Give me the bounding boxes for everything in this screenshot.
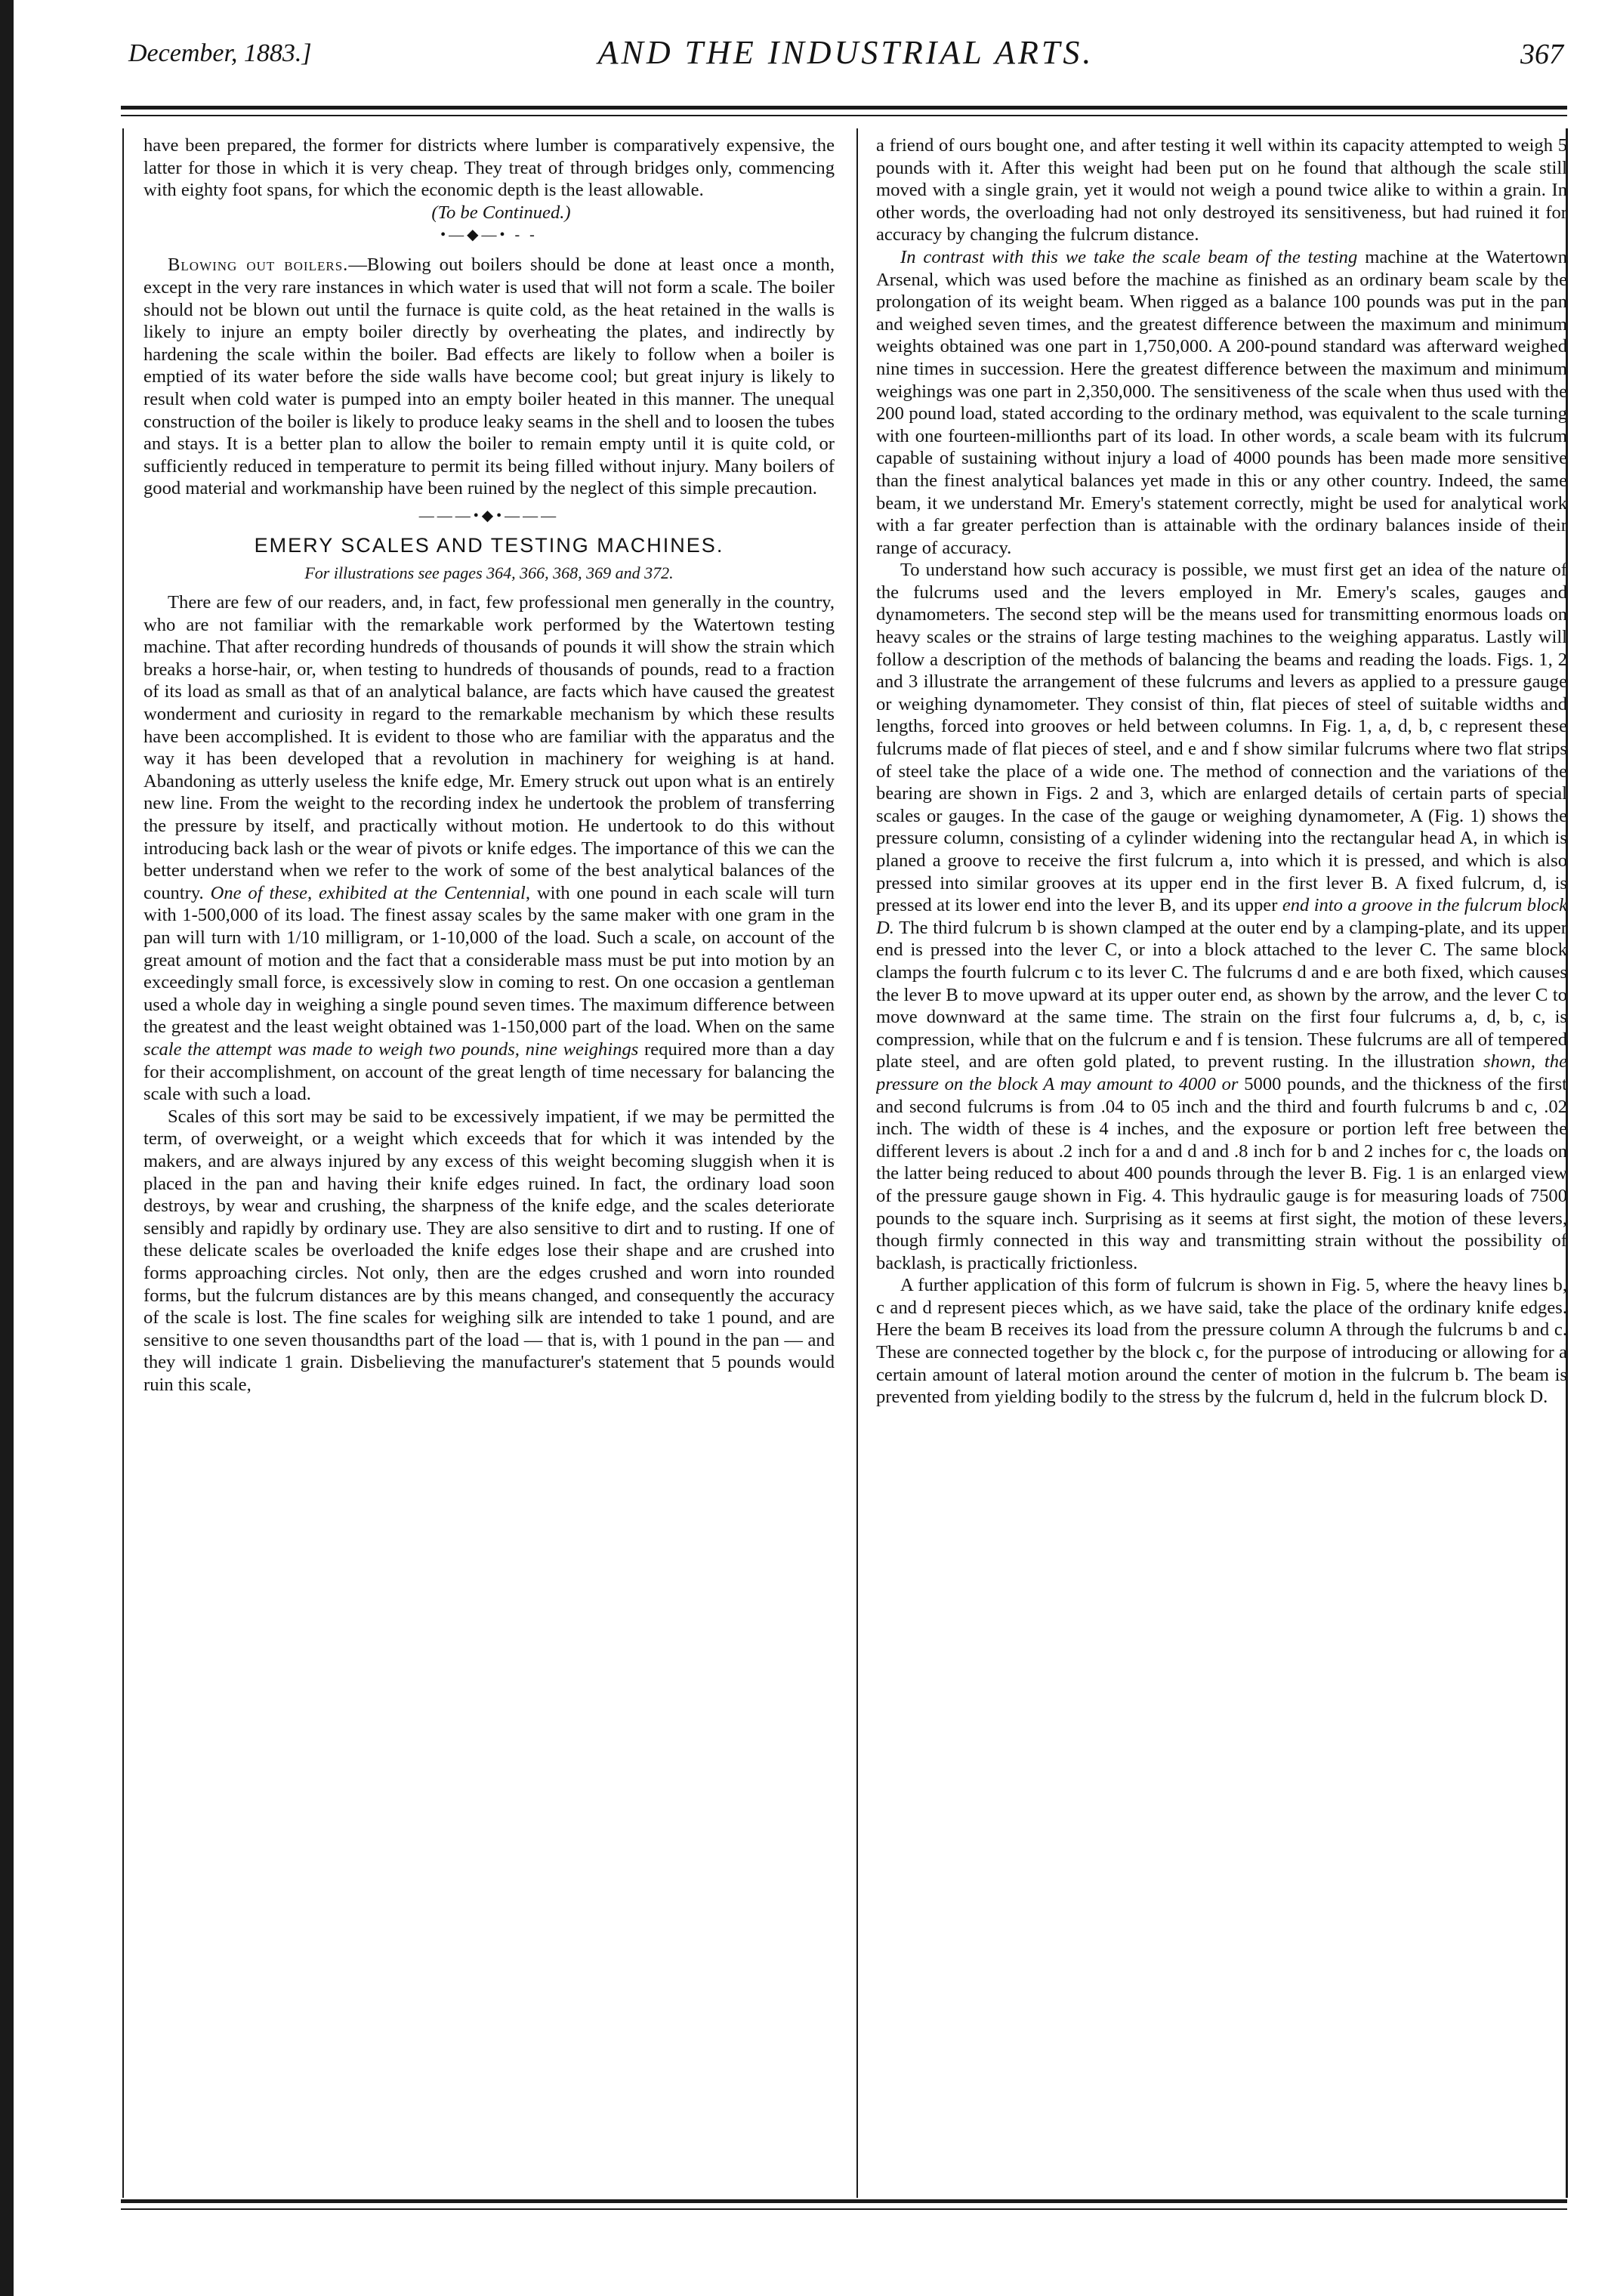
- top-rule-thin: [121, 115, 1567, 116]
- to-be-continued: (To be Continued.): [431, 202, 571, 223]
- page-number: 367: [1520, 39, 1563, 70]
- article-heading: EMERY SCALES AND TESTING MACHINES.: [254, 533, 724, 557]
- right-p3-italic: end into a groove in the fulcrum block D.: [876, 895, 1567, 938]
- right-p3-italic-2: shown, the pressure on the block A may amount to 4000 or: [876, 1051, 1567, 1094]
- left-column: [144, 134, 835, 2189]
- right-p3-text-a: To understand how such accuracy is possible, we must first get an idea of the nature of the fulcrums used and the levers employed in Mr. Emery's scales, gauges and dynamometers. The second step will be the means used for transmitting enormous loads on heavy scales or the strains of large testing machines to the weighing apparatus. Lastly will follow a description of the methods of balancing the beams and reading the loads. Figs. 1, 2 and 3 illustrate the arrangement of these fulcrums and levers as applied to a pressure gauge or weighing dynamometer. They consist of thin, flat pieces of steel of suitable widths and lengths, forced into grooves or held between columns. In Fig. 1, a, d, b, c represent these fulcrums made of flat pieces of steel, and e and f show similar fulcrums where two flat strips of steel take the place of a wide one. The method of connection and the variations of the bearing are shown in Figs. 2 and 3, which are enlarged details of certain parts of special scales or gauges. In the case of the gauge or weighing dynamometer, A (Fig. 1) shows the pressure column, consisting of a cylinder widening into the rectangular head A, in which is planed a groove to receive the first fulcrum a, into which it is pressed, and which is also pressed into similar grooves at its upper end in the first lever B. A fixed fulcrum, d, is pressed at its lower end into the lever B, and its upper: [876, 560, 1567, 916]
- boilers-paragraph: [144, 254, 835, 500]
- running-head: [128, 33, 1563, 79]
- right-p3-text-b: The third fulcrum b is shown clamped at the outer end by a clamping-plate, and its upper end is pressed into the lever C, or into a block attached to the lever C. The same block clamps the fourth fulcrum c to its lever C. The fulcrums d and e are both fixed, which causes the lever B to move upward at its upper outer end, as shown by the arrow, and the lever C to move downward at the same time. The strain on the first four fulcrums a, d, b, c, is compression, while that on the fulcrum e and f is tension. These fulcrums are all of tempered plate steel, and are often gold plated, to prevent rusting. In the illustration: [876, 917, 1567, 1072]
- boilers-runin-title: Blowing out boilers.: [168, 255, 349, 276]
- right-paragraph-2: [876, 246, 1567, 559]
- emery-p1-italic-1: One of these, exhibited at the Centennial,: [210, 882, 531, 903]
- right-paragraph-4: A further application of this form of fulcrum is shown in Fig. 5, where the heavy lines b, c and d represent pieces which, as we have said, take the place of the ordinary knife edges. Here the beam B receives its load from the pressure column A through the fulcrums b and c. These are connected together by the block c, for the purpose of introducing or allowing for a certain amount of lateral motion around the center of motion in the fulcrum b. The beam is prevented from yielding bodily to the stress by the fulcrum d, held in the fulcrum block D.: [876, 1275, 1567, 1408]
- emery-p1-text-a: There are few of our readers, and, in fact, few professional men generally in the country, who are not familiar with the remarkable work performed by the Watertown testing machine. That after recording hundreds of thousands of pounds it will show the strain which breaks a horse-hair, or, when testing to hundreds of thousands of pounds, read to a fraction of its load as small as that of an analytical balance, are facts which have caused the greatest wonderment and curiosity in regard to the remarkable mechanism by which these results have been accomplished. It is evident to those who are familiar with the apparatus and the way it has been developed that a revolution in machinery for weighing is at hand. Abandoning as utterly useless the knife edge, Mr. Emery struck out upon what is an entirely new line. From the weight to the recording index he undertook the problem of transferring the pressure by itself, and practically without motion. He undertook to do this without introducing back lash or the wear of pivots or knife edges. The importance of this we can the better understand when we refer to the work of some of the best analytical balances of the country.: [144, 592, 835, 903]
- emery-p1-text-b: with one pound in each scale will turn with 1-500,000 of its load. The finest assay scales by the same maker with one gram in the pan will turn with 1/10 milligram, or 1-10,000 of the load. Such a scale, on account of the great amount of motion and the fact that a considerable mass must be put into motion by an exceedingly small force, is excessively slow in coming to rest. On one occasion a gentleman used a whole day in weighing a single pound seven times. The maximum difference between the greatest and the least weight obtained was 1-150,000 part of the load. When on the same: [144, 882, 835, 1038]
- emery-paragraph-2: Scales of this sort may be said to be excessively impatient, if we may be permitted the term, of overweight, or a weight which exceeds that for which it was intended by the makers, and are always injured by any excess of this weight becoming sluggish when it is placed in the pan and having their knife edges ruined. In fact, the ordinary load soon destroys, by wear and crushing, the sharpness of the knife edge, and the scales deteriorate sensibly and rapidly by ordinary use. They are also sensitive to dirt and to rusting. If one of these delicate scales be overloaded the knife edges lose their shape and are crushed into forms approaching circles. Not only, then are the edges crushed and worn into rounded forms, but the fulcrum distances are by this means changed, and consequently the accuracy of the scale is lost. The fine scales for weighing silk are intended to take 1 pound, and are sensitive to one seven thousandths part of the load — that is, with 1 pound in the pan — and they will indicate 1 grain. Disbelieving the manufacturer's statement that 5 pounds would ruin this scale,: [144, 1106, 835, 1395]
- right-p2-text: machine at the Watertown Arsenal, which was used before the machine as finished as an ordinary beam scale by the prolongation of its weight beam. When rigged as a balance 100 pounds was put in the pan and weighed seven times, and the greatest difference between the maximum and minimum weights obtained was one part in 1,750,000. A 200-pound standard was afterward weighed nine times in succession. Here the greatest difference between the maximum and minimum weighings was one part in 2,350,000. The sensitiveness of the scale when thus used with the 200 pound load, stated according to the ordinary method, was equivalent to the scale turning with one fourteen-millionths part of its load. In other words, a scale beam with its fulcrum capable of sustaining without injury a load of 4000 pounds has been made more sensitive than the finest analytical balances yet made in this or any other country. Indeed, the same beam, it we understand Mr. Emery's statement correctly, might be used for analytical work with a far greater perfection than is attainable with the ordinary balances inside of their range of accuracy.: [876, 246, 1567, 558]
- publication-title: AND THE INDUSTRIAL ARTS.: [597, 34, 1094, 71]
- right-column: [876, 134, 1567, 2189]
- emery-p1-italic-2: scale the attempt was made to weigh two pounds, nine weighings: [144, 1038, 639, 1060]
- right-paragraph-3: [876, 559, 1567, 1274]
- column-divider: [856, 128, 858, 2198]
- emery-p1-text-c: required more than a day for their accomplishment, on account of the great length of time necessary for balancing the scale with such a load.: [144, 1038, 835, 1105]
- issue-date: December, 1883.]: [128, 39, 312, 67]
- binding-edge: [0, 0, 14, 2296]
- bottom-rule-thin: [121, 2208, 1567, 2210]
- right-p3-text-c: 5000 pounds, and the thickness of the first and second fulcrums is from .04 to 05 inch and the third and fourth fulcrums b and c, .02 inch. The width of these is 4 inches, and the exposure or portion left free between the different levers is about .2 inch for a and d and .8 inch for b and 2 inches for c, the loads on the latter being reduced to about 400 pounds through the lever B. Fig. 1 is an enlarged view of the pressure gauge shown in Fig. 4. This hydraulic gauge is for measuring loads of 7500 pounds to the square inch. Surprising as it seems at first sight, the motion of these levers, though firmly connected in this way and transmitting strain without the possibility of backlash, is practically frictionless.: [876, 1073, 1567, 1273]
- ornament-divider-2: ———•◆•———: [418, 507, 560, 524]
- article-subheading: For illustrations see pages 364, 366, 368, 369 and 372.: [304, 563, 674, 582]
- emery-paragraph-1: [144, 591, 835, 1106]
- continued-paragraph: have been prepared, the former for districts where lumber is comparatively expensive, the latter for those in which it is very cheap. They treat of through bridges only, commencing with eighty foot spans, for which the economic depth is the least allowable.: [144, 135, 835, 201]
- bottom-rule: [121, 2199, 1567, 2203]
- boilers-text: —Blowing out boilers should be done at least once a month, except in the very rare instances in which water is used that will not form a scale. The boiler should not be blown out until the furnace is quite cold, as the heat retained in the walls is likely to injure an empty boiler directly by overheating the plates, and indirectly by hardening the scale within the boiler. Bad effects are likely to follow when a boiler is emptied of its water before the side walls have become cool; but great injury is likely to result when cold water is pumped into an empty boiler heated in this manner. The unequal construction of the boiler is likely to produce leaky seams in the shell and to loosen the tubes and stays. It is a better plan to allow the boiler to remain empty until it is quite cold, or sufficiently reduced in temperature to permit its being filled without injury. Many boilers of good material and workmanship have been ruined by the neglect of this simple precaution.: [144, 255, 835, 499]
- top-rule: [121, 106, 1567, 110]
- right-paragraph-1: a friend of ours bought one, and after testing it well within its capacity attempted to weigh 5 pounds with it. After this weight had been put on he found that although the scale still moved with a single grain, yet it would not weigh a pound twice alike to within a grain. In other words, the overloading had not only destroyed its sensitiveness, but had ruined it for accuracy by changing the fulcrum distance.: [876, 135, 1567, 245]
- left-border: [122, 128, 124, 2198]
- right-p2-italic: In contrast with this we take the scale beam of the testing: [900, 246, 1358, 267]
- ornament-divider: •—◆—• - -: [440, 227, 538, 244]
